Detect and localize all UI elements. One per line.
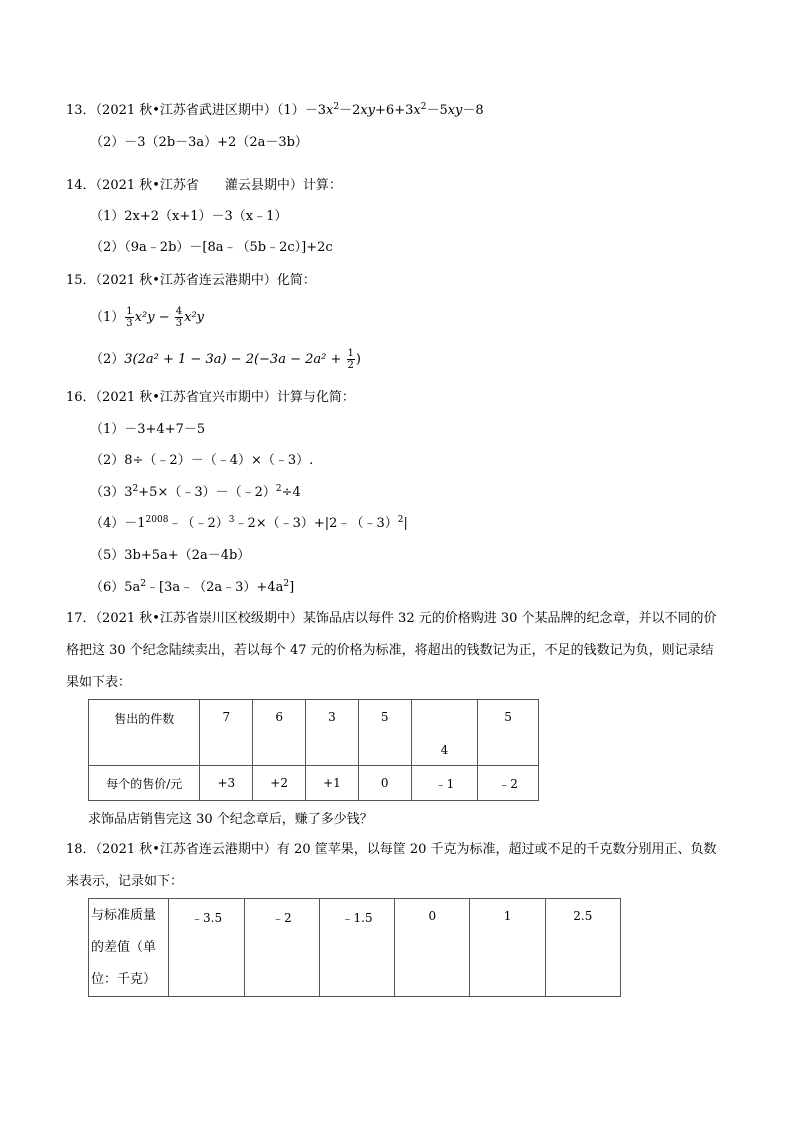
table-cell: 5 [478,700,539,766]
table-cell: 4 [411,700,478,766]
q16-part4: $(4)-1^{2008}﹣(﹣2)^3﹣2\times(﹣3)+|2﹣(﹣3)^2|$ [90,515,408,531]
table-header-cell: 每个的售价/元 [89,766,200,801]
q18-table [88,898,621,997]
table-cell: ﹣3.5 [169,899,244,997]
q13-head: 13．（2021 秋•江苏省武进区期中）（1） [66,103,305,118]
table-cell: 0 [358,766,411,801]
q17-question: 求饰品店销售完这 30 个纪念章后，赚了多少钱？ [88,812,373,827]
table-cell: ﹣1 [411,766,478,801]
q16-part3: $(3)3^2+5\times(﹣3)-(﹣2)^2\div 4$ [90,484,301,500]
q16-part1: （1）－3+4+7－5 [90,422,206,437]
q15-head: 15．（2021 秋•江苏省连云港期中）化简： [66,273,316,288]
table-cell: 5 [358,700,411,766]
q14-head: 14．（2021 秋•江苏省 灌云县期中）计算： [66,178,342,193]
table-cell: 0 [395,899,470,997]
q18-text: 18．（2021 秋•江苏省连云港期中）有 20 筐苹果，以每筐 20 千克为标准，超过或不足的千克数分别用正、负数来表示，记录如下： [66,842,717,889]
table-row [89,899,621,997]
table-cell: ﹣2 [478,766,539,801]
table-cell: ﹣1.5 [319,899,394,997]
table-header-cell: 与标准质量的差值（单位：千克） [89,899,169,997]
q15-part2: （2）3(2a² + 1 − 3a) − 2(−3a − 2a² + $\frac{1}{2}$ ) [90,348,361,371]
table-cell: 7 [200,700,253,766]
table-row [89,766,539,801]
q16-part5: （5）3b+5a+（2a－4b） [90,548,251,563]
fraction: $\frac{1}{3}$ [126,306,133,329]
table-row [89,700,539,766]
table-cell: +2 [253,766,306,801]
fraction: $\frac{4}{3}$ [175,306,183,329]
q17-text: 17．（2021 秋•江苏省崇川区校级期中）某饰品店以每件 32 元的价格购进 30 个某品牌的纪念章，并以不同的价格把这 30 个纪念陆续卖出，若以每个 47 元的价格为标准，将超出的钱数记为正，不足的钱数记为负，则记录结果如下表： [66,611,717,690]
table-cell: 2.5 [545,899,620,997]
q14-part1: （1）2x+2（x+1）－3（x﹣1） [90,209,288,224]
q17-table [88,699,539,801]
q15-part1: （1） $\frac{1}{3}$ x²y − $\frac{4}{3}$ x²y [90,306,204,329]
q13-part2: （2）－3（2b－3a）+2（2a－3b） [90,135,308,150]
table-cell: 6 [253,700,306,766]
q14-part2: （2）（9a﹣2b）－[8a﹣（5b﹣2c）]+2c [90,240,333,255]
table-cell: 3 [306,700,359,766]
table-cell: +1 [306,766,359,801]
q16-part2: （2）8÷（﹣2）－（﹣4）×（﹣3）. [90,453,314,468]
q13-expr1: $-3x^2-2xy+6+3x^2-5xy-8$ [304,102,484,118]
table-cell: +3 [200,766,253,801]
table-header-cell: 售出的件数 [89,700,200,766]
table-cell: ﹣2 [244,899,319,997]
fraction: $\frac{1}{2}$ [347,348,354,371]
table-cell: 1 [470,899,545,997]
q16-head: 16．（2021 秋•江苏省宜兴市期中）计算与化简： [66,390,355,405]
q13-line1 [66,102,484,120]
q16-part6: $(6)5a^2﹣[3a﹣(2a﹣3)+4a^2]$ [90,579,295,595]
